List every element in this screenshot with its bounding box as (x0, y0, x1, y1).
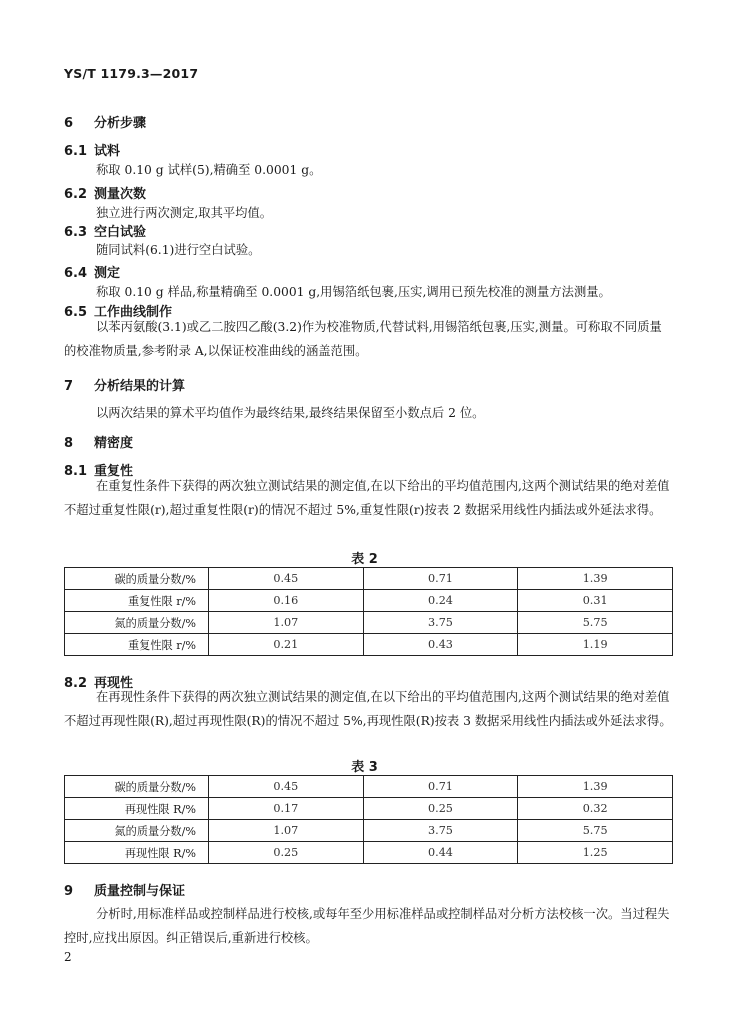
standard-id: YS/T 1179.3—2017 (64, 66, 199, 81)
section-6-1-text: 称取 0.10 g 试样(5),精确至 0.0001 g。 (96, 163, 322, 177)
section-8-heading: 8 精密度 (64, 436, 134, 451)
section-6-3-text: 随同试料(6.1)进行空白试验。 (96, 243, 261, 257)
section-8-1-heading: 8.1 重复性 (64, 464, 134, 479)
section-8-2-text: 在再现性条件下获得的两次独立测试结果的测定值,在以下给出的平均值范围内,这两个测试结果的绝对差值不超过再现性限(R),超过再现性限(R)的情况不超过 5%,再现性限(R)按表 3 数据采用线性内插法或外延法求得。 (64, 690, 672, 728)
section-6-1-heading: 6.1 试料 (64, 144, 121, 159)
section-6-3-heading: 6.3 空白试验 (64, 225, 147, 240)
table-row: 再现性限 R/% 0.17 0.25 0.32 (65, 798, 673, 820)
section-8-1-text: 在重复性条件下获得的两次独立测试结果的测定值,在以下给出的平均值范围内,这两个测试结果的绝对差值不超过重复性限(r),超过重复性限(r)的情况不超过 5%,重复性限(r)按表 2 数据采用线性内插法或外延法求得。 (64, 479, 670, 517)
table-3-caption: 表 3 (351, 760, 378, 775)
section-7-text: 以两次结果的算术平均值作为最终结果,最终结果保留至小数点后 2 位。 (96, 406, 485, 420)
table-row: 碳的质量分数/% 0.45 0.71 1.39 (65, 776, 673, 798)
table-3 (64, 775, 673, 864)
table-row: 碳的质量分数/% 0.45 0.71 1.39 (65, 568, 673, 590)
table-2 (64, 567, 673, 656)
section-9-heading: 9 质量控制与保证 (64, 884, 186, 899)
section-6-heading: 6 分析步骤 (64, 116, 147, 131)
table-row: 重复性限 r/% 0.21 0.43 1.19 (65, 634, 673, 656)
table-row: 氮的质量分数/% 1.07 3.75 5.75 (65, 612, 673, 634)
section-6-4-text: 称取 0.10 g 样品,称量精确至 0.0001 g,用锡箔纸包裹,压实,调用已预先校准的测量方法测量。 (96, 285, 611, 299)
table-row: 氮的质量分数/% 1.07 3.75 5.75 (65, 820, 673, 842)
table-row: 重复性限 r/% 0.16 0.24 0.31 (65, 590, 673, 612)
section-6-2-heading: 6.2 测量次数 (64, 187, 147, 202)
table-2-caption: 表 2 (351, 552, 378, 567)
section-6-4-heading: 6.4 测定 (64, 266, 121, 281)
page-number: 2 (64, 950, 72, 964)
section-6-2-text: 独立进行两次测定,取其平均值。 (96, 206, 273, 220)
section-6-5-heading: 6.5 工作曲线制作 (64, 305, 173, 320)
section-9-text: 分析时,用标准样品或控制样品进行校核,或每年至少用标准样品或控制样品对分析方法校核一次。当过程失控时,应找出原因。纠正错误后,重新进行校核。 (64, 907, 670, 945)
section-6-5-text: 以苯丙氨酸(3.1)或乙二胺四乙酸(3.2)作为校准物质,代替试料,用锡箔纸包裹,压实,测量。可称取不同质量的校准物质量,参考附录 A,以保证校准曲线的涵盖范围。 (64, 320, 662, 358)
section-7-heading: 7 分析结果的计算 (64, 379, 186, 394)
section-8-2-heading: 8.2 再现性 (64, 676, 134, 691)
table-row: 再现性限 R/% 0.25 0.44 1.25 (65, 842, 673, 864)
